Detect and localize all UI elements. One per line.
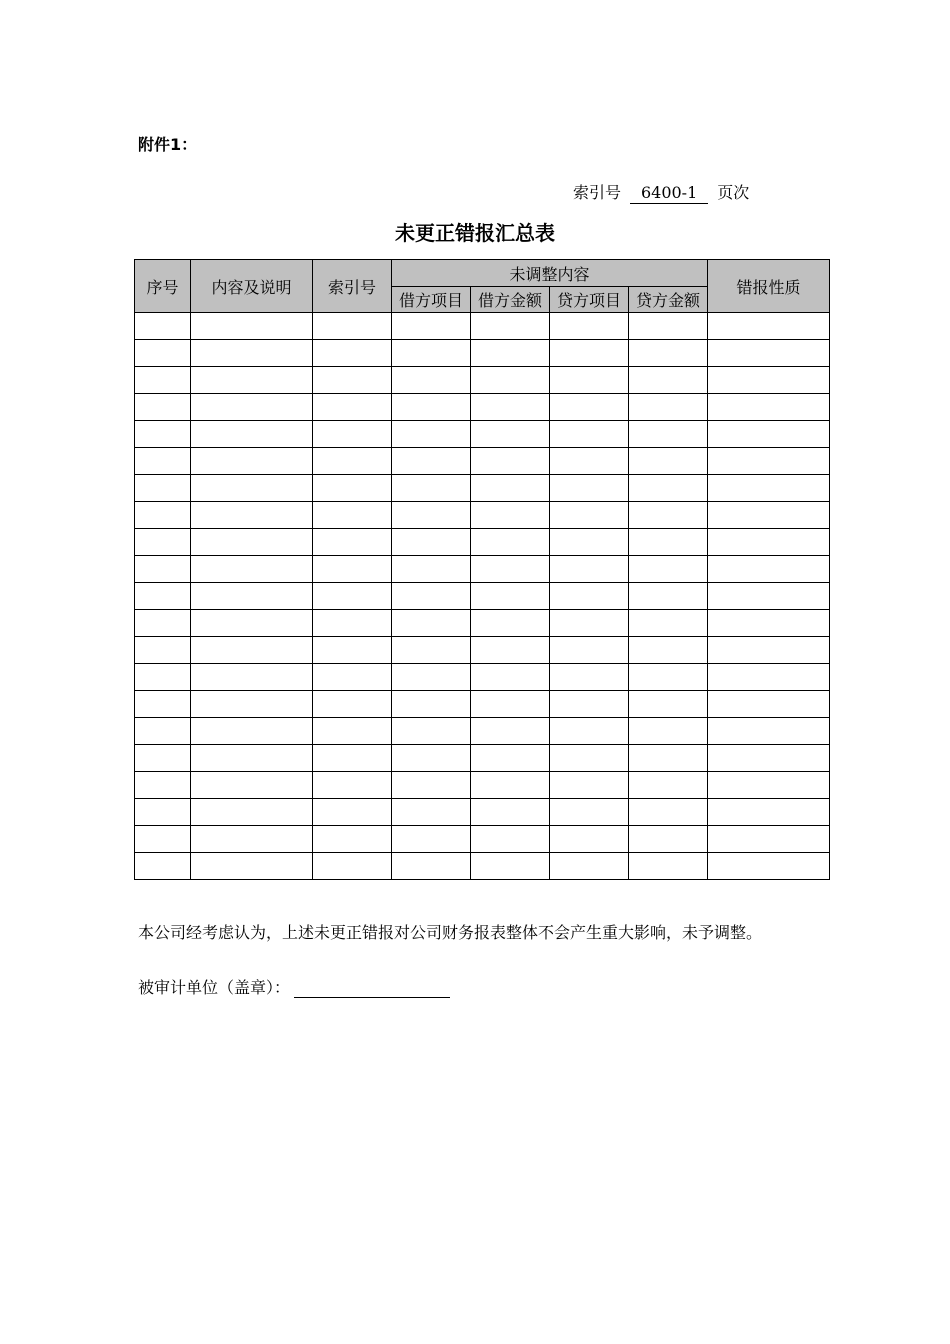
header-credit-amount: 贷方金额 (629, 287, 708, 313)
table-cell[interactable] (629, 772, 708, 799)
table-cell[interactable] (313, 583, 392, 610)
table-cell[interactable] (191, 529, 313, 556)
table-cell[interactable] (313, 610, 392, 637)
table-cell[interactable] (629, 691, 708, 718)
table-body (135, 313, 830, 880)
table-cell[interactable] (392, 799, 471, 826)
table-cell[interactable] (392, 475, 471, 502)
table-row (135, 340, 830, 367)
table-cell[interactable] (550, 826, 629, 853)
table-cell[interactable] (392, 664, 471, 691)
table-cell[interactable] (191, 664, 313, 691)
header-content: 内容及说明 (191, 260, 313, 313)
table-cell[interactable] (629, 664, 708, 691)
table-cell[interactable] (191, 448, 313, 475)
table-cell[interactable] (313, 772, 392, 799)
table-cell[interactable] (550, 394, 629, 421)
table-cell[interactable] (135, 610, 191, 637)
table-cell[interactable] (629, 556, 708, 583)
table-cell[interactable] (191, 313, 313, 340)
table-cell[interactable] (135, 745, 191, 772)
table-cell[interactable] (313, 502, 392, 529)
table-cell[interactable] (313, 475, 392, 502)
table-cell[interactable] (550, 745, 629, 772)
table-cell[interactable] (471, 448, 550, 475)
table-cell[interactable] (629, 394, 708, 421)
table-row (135, 502, 830, 529)
table-cell[interactable] (135, 664, 191, 691)
table-cell[interactable] (629, 421, 708, 448)
table-cell[interactable] (392, 421, 471, 448)
table-cell[interactable] (708, 718, 830, 745)
table-row (135, 637, 830, 664)
table-cell[interactable] (550, 664, 629, 691)
table-cell[interactable] (708, 394, 830, 421)
table-cell[interactable] (629, 826, 708, 853)
table-cell[interactable] (708, 691, 830, 718)
table-cell[interactable] (191, 475, 313, 502)
table-cell[interactable] (708, 367, 830, 394)
table-cell[interactable] (392, 610, 471, 637)
header-nature: 错报性质 (708, 260, 830, 313)
header-debit-item: 借方项目 (392, 287, 471, 313)
table-cell[interactable] (471, 556, 550, 583)
table-cell[interactable] (191, 799, 313, 826)
table-row (135, 475, 830, 502)
table-cell[interactable] (392, 529, 471, 556)
table-cell[interactable] (392, 313, 471, 340)
table-row (135, 421, 830, 448)
table-row (135, 853, 830, 880)
table-cell[interactable] (191, 583, 313, 610)
table-cell[interactable] (135, 583, 191, 610)
table-cell[interactable] (191, 340, 313, 367)
table-cell[interactable] (313, 826, 392, 853)
table-row (135, 313, 830, 340)
table-cell[interactable] (708, 745, 830, 772)
table-cell[interactable] (313, 394, 392, 421)
table-cell[interactable] (191, 637, 313, 664)
table-cell[interactable] (629, 502, 708, 529)
table-cell[interactable] (471, 529, 550, 556)
table-cell[interactable] (313, 745, 392, 772)
table-cell[interactable] (629, 529, 708, 556)
table-cell[interactable] (708, 529, 830, 556)
table-cell[interactable] (135, 313, 191, 340)
table-cell[interactable] (471, 475, 550, 502)
table-cell[interactable] (550, 529, 629, 556)
table-cell[interactable] (471, 664, 550, 691)
table-cell[interactable] (392, 583, 471, 610)
table-cell[interactable] (708, 799, 830, 826)
table-cell[interactable] (191, 826, 313, 853)
table-cell[interactable] (471, 610, 550, 637)
table-cell[interactable] (313, 556, 392, 583)
table-cell[interactable] (471, 421, 550, 448)
index-line (573, 180, 749, 204)
table-row (135, 664, 830, 691)
index-label: 索引号 (573, 183, 622, 202)
table-cell[interactable] (392, 367, 471, 394)
table-row (135, 556, 830, 583)
table-cell[interactable] (708, 313, 830, 340)
table-row (135, 367, 830, 394)
table-cell[interactable] (708, 610, 830, 637)
table-cell[interactable] (392, 718, 471, 745)
table-cell[interactable] (550, 718, 629, 745)
table-cell[interactable] (629, 799, 708, 826)
table-cell[interactable] (550, 799, 629, 826)
table-cell[interactable] (629, 745, 708, 772)
table-cell[interactable] (191, 745, 313, 772)
table-cell[interactable] (135, 799, 191, 826)
seal-blank[interactable] (294, 979, 450, 998)
table-cell[interactable] (629, 448, 708, 475)
table-cell[interactable] (629, 610, 708, 637)
table-cell[interactable] (313, 340, 392, 367)
table-row (135, 691, 830, 718)
table-cell[interactable] (135, 421, 191, 448)
table-cell[interactable] (550, 367, 629, 394)
table-cell[interactable] (629, 475, 708, 502)
seal-label: 被审计单位（盖章）： (138, 978, 291, 997)
table-row (135, 583, 830, 610)
table-row (135, 772, 830, 799)
table-cell[interactable] (135, 691, 191, 718)
table-cell[interactable] (629, 367, 708, 394)
table-cell[interactable] (708, 502, 830, 529)
table-cell[interactable] (135, 826, 191, 853)
table-cell[interactable] (313, 718, 392, 745)
table-cell[interactable] (191, 718, 313, 745)
table-cell[interactable] (191, 691, 313, 718)
table-cell[interactable] (313, 691, 392, 718)
table-cell[interactable] (135, 502, 191, 529)
table-cell[interactable] (135, 718, 191, 745)
table-cell[interactable] (392, 502, 471, 529)
table-cell[interactable] (471, 772, 550, 799)
table-cell[interactable] (708, 664, 830, 691)
table-cell[interactable] (191, 853, 313, 880)
attachment-label: 附件1： (138, 135, 198, 154)
table-cell[interactable] (392, 556, 471, 583)
table-cell[interactable] (708, 853, 830, 880)
table-cell[interactable] (135, 340, 191, 367)
table-cell[interactable] (313, 853, 392, 880)
table-cell[interactable] (550, 691, 629, 718)
table-cell[interactable] (471, 340, 550, 367)
table-cell[interactable] (392, 772, 471, 799)
table-cell[interactable] (629, 853, 708, 880)
table-row (135, 394, 830, 421)
table-cell[interactable] (392, 826, 471, 853)
table-cell[interactable] (392, 340, 471, 367)
table-cell[interactable] (550, 475, 629, 502)
table-cell[interactable] (135, 448, 191, 475)
table-cell[interactable] (471, 691, 550, 718)
header-debit-amount: 借方金额 (471, 287, 550, 313)
table-row (135, 610, 830, 637)
table-cell[interactable] (313, 529, 392, 556)
table-cell[interactable] (708, 340, 830, 367)
table-cell[interactable] (708, 475, 830, 502)
table-cell[interactable] (471, 583, 550, 610)
table-cell[interactable] (708, 556, 830, 583)
table-cell[interactable] (471, 853, 550, 880)
table-cell[interactable] (471, 826, 550, 853)
table-cell[interactable] (191, 502, 313, 529)
header-unadjusted-group: 未调整内容 (392, 260, 708, 287)
table-cell[interactable] (550, 610, 629, 637)
table-row (135, 529, 830, 556)
table-cell[interactable] (550, 502, 629, 529)
table-cell[interactable] (550, 637, 629, 664)
table-cell[interactable] (392, 394, 471, 421)
table-cell[interactable] (550, 340, 629, 367)
page-title: 未更正错报汇总表 (395, 221, 555, 245)
table-cell[interactable] (708, 448, 830, 475)
header-credit-item: 贷方项目 (550, 287, 629, 313)
table-cell[interactable] (471, 313, 550, 340)
seal-line (138, 975, 450, 998)
table-cell[interactable] (313, 421, 392, 448)
table-cell[interactable] (135, 529, 191, 556)
table-cell[interactable] (135, 853, 191, 880)
table-cell[interactable] (135, 475, 191, 502)
table-cell[interactable] (392, 745, 471, 772)
table-row (135, 448, 830, 475)
table-cell[interactable] (708, 421, 830, 448)
table-row (135, 799, 830, 826)
table-cell[interactable] (135, 637, 191, 664)
table-row (135, 745, 830, 772)
misstatement-summary-table (134, 259, 830, 880)
table-cell[interactable] (471, 799, 550, 826)
table-cell[interactable] (392, 637, 471, 664)
table-cell[interactable] (708, 637, 830, 664)
table-cell[interactable] (191, 556, 313, 583)
table-cell[interactable] (708, 826, 830, 853)
table-cell[interactable] (471, 394, 550, 421)
table-cell[interactable] (629, 340, 708, 367)
table-cell[interactable] (191, 394, 313, 421)
table-cell[interactable] (550, 853, 629, 880)
table-cell[interactable] (392, 448, 471, 475)
table-cell[interactable] (191, 367, 313, 394)
table-cell[interactable] (191, 421, 313, 448)
table-cell[interactable] (708, 583, 830, 610)
table-cell[interactable] (550, 772, 629, 799)
table-cell[interactable] (550, 556, 629, 583)
table-cell[interactable] (629, 637, 708, 664)
table-cell[interactable] (708, 772, 830, 799)
table-cell[interactable] (135, 367, 191, 394)
table-cell[interactable] (135, 556, 191, 583)
table-cell[interactable] (629, 313, 708, 340)
table-row (135, 718, 830, 745)
table-cell[interactable] (191, 772, 313, 799)
table-cell[interactable] (313, 367, 392, 394)
table-cell[interactable] (550, 448, 629, 475)
table-cell[interactable] (471, 718, 550, 745)
table-cell[interactable] (629, 718, 708, 745)
table-cell[interactable] (629, 583, 708, 610)
table-cell[interactable] (550, 313, 629, 340)
table-cell[interactable] (313, 799, 392, 826)
table-cell[interactable] (313, 313, 392, 340)
table-cell[interactable] (313, 448, 392, 475)
statement-text: 本公司经考虑认为，上述未更正错报对公司财务报表整体不会产生重大影响，未予调整。 (138, 923, 763, 942)
table-cell[interactable] (313, 637, 392, 664)
table-cell[interactable] (313, 664, 392, 691)
table-cell[interactable] (135, 394, 191, 421)
table-row (135, 826, 830, 853)
table-cell[interactable] (471, 502, 550, 529)
table-cell[interactable] (191, 610, 313, 637)
table-cell[interactable] (392, 691, 471, 718)
header-index-no: 索引号 (313, 260, 392, 313)
table-cell[interactable] (471, 367, 550, 394)
page-label: 页次 (717, 183, 750, 202)
header-seq: 序号 (135, 260, 191, 313)
table-cell[interactable] (471, 745, 550, 772)
table-cell[interactable] (135, 772, 191, 799)
table-cell[interactable] (550, 421, 629, 448)
table-cell[interactable] (550, 583, 629, 610)
table-cell[interactable] (392, 853, 471, 880)
table-cell[interactable] (471, 637, 550, 664)
index-value: 6400-1 (630, 183, 708, 204)
